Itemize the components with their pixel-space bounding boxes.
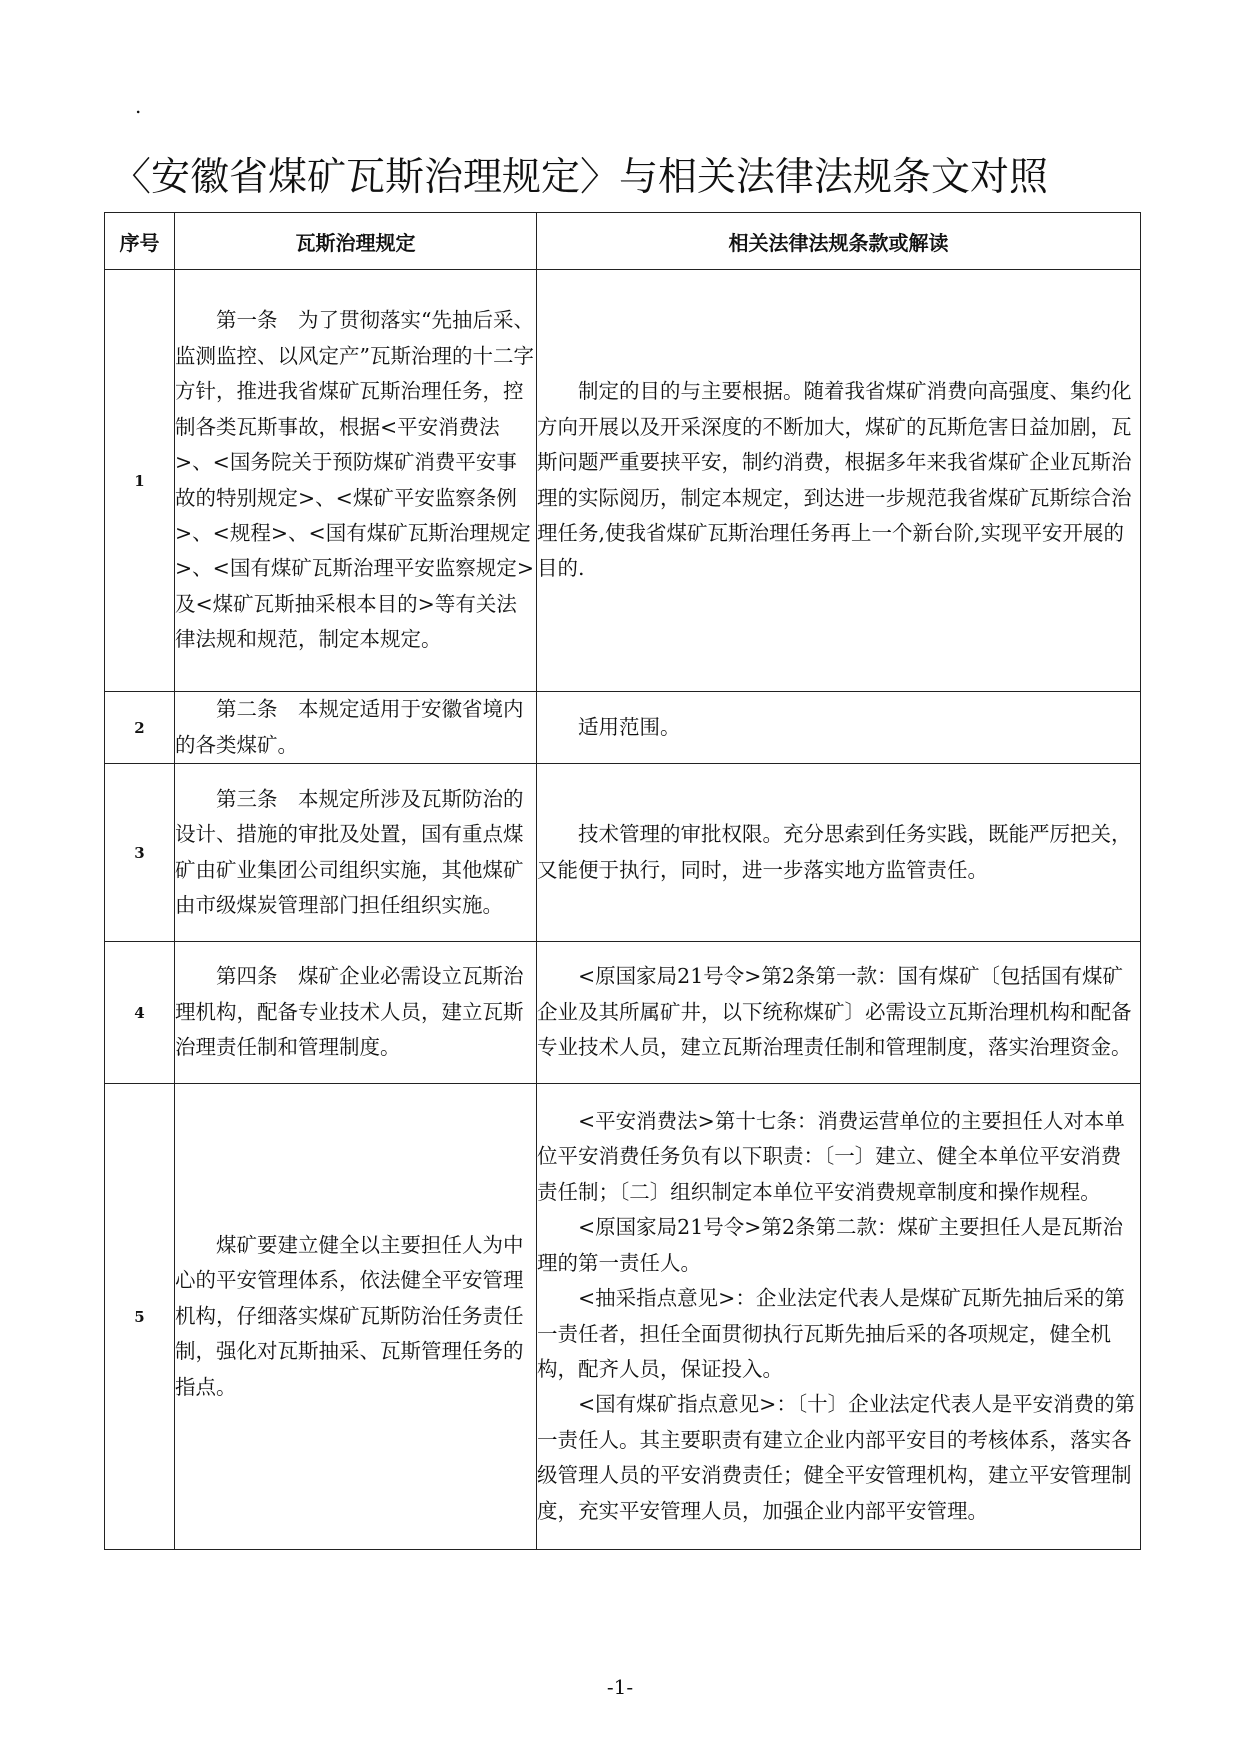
related-law-cell [537,1084,1141,1550]
header-related-law: 相关法律法规条款或解读 [537,213,1141,270]
related-law-cell [537,942,1141,1084]
document-title: 〈安徽省煤矿瓦斯治理规定〉与相关法律法规条文对照 [111,155,1048,200]
table-row [105,1084,1141,1550]
law-paragraph: <平安消费法>第十七条：消费运营单位的主要担任人对本单位平安消费任务负有以下职责：〔一〕建立、健全本单位平安消费责任制；〔二〕组织制定本单位平安消费规章制度和操作规程。 [537,1109,1125,1204]
related-law-cell [537,270,1141,692]
law-paragraph: 技术管理的审批权限。充分思索到任务实践，既能严厉把关，又能便于执行，同时，进一步落实地方监管责任。 [537,822,1132,882]
row-number: 1 [105,270,175,692]
law-paragraph: 适用范围。 [578,714,681,739]
regulation-text: 第二条 本规定适用于安徽省境内的各类煤矿。 [175,697,524,757]
regulation-text: 第三条 本规定所涉及瓦斯防治的设计、措施的审批及处置，国有重点煤矿由矿业集团公司组织实施，其他煤矿由市级煤炭管理部门担任组织实施。 [175,786,524,917]
related-law-cell [537,692,1141,764]
page-number: -1- [606,1675,634,1699]
regulation-text: 第一条 为了贯彻落实“先抽后采、监测监控、以风定产”瓦斯治理的十二字方针，推进我省煤矿瓦斯治理任务，控制各类瓦斯事故，根据<平安消费法>、<国务院关于预防煤矿消费平安事故的特别规定>、<煤矿平安监察条例>、<规程>、<国有煤矿瓦斯治理规定>、<国有煤矿瓦斯治理平安监察规定>及<煤矿瓦斯抽采根本目的>等有关法律法规和规范，制定本规定。 [175,308,535,652]
regulation-cell [175,692,537,764]
law-paragraph: 制定的目的与主要根据。随着我省煤矿消费向高强度、集约化方向开展以及开采深度的不断加大，煤矿的瓦斯危害日益加剧，瓦斯问题严重要挟平安，制约消费，根据多年来我省煤矿企业瓦斯治理的实际阅历，制定本规定，到达进一步规范我省煤矿瓦斯综合治理任务,使我省煤矿瓦斯治理任务再上一个新台阶,实现平安开展的目的. [537,379,1132,581]
row-number: 5 [105,1084,175,1550]
table-header-row [105,213,1141,270]
table-row [105,942,1141,1084]
law-paragraph: <原国家局21号令>第2条第一款：国有煤矿〔包括国有煤矿企业及其所属矿井，以下统称煤矿〕必需设立瓦斯治理机构和配备专业技术人员，建立瓦斯治理责任制和管理制度，落实治理资金。 [537,964,1132,1060]
row-number: 3 [105,764,175,942]
stray-dot-mark: . [135,94,142,118]
regulation-cell [175,1084,537,1550]
regulation-cell [175,270,537,692]
table-row [105,270,1141,692]
law-paragraph: <原国家局21号令>第2条第二款：煤矿主要担任人是瓦斯治理的第一责任人。 [537,1215,1123,1275]
row-number: 4 [105,942,175,1084]
table-row [105,692,1141,764]
regulation-cell [175,942,537,1084]
law-paragraph: <国有煤矿指点意见>：〔十〕企业法定代表人是平安消费的第一责任人。其主要职责有建立企业内部平安目的考核体系，落实各级管理人员的平安消费责任；健全平安管理机构，建立平安管理制度，充实平安管理人员，加强企业内部平安管理。 [537,1392,1136,1523]
comparison-table [104,212,1141,1550]
regulation-cell [175,764,537,942]
header-number: 序号 [105,213,175,270]
regulation-text: 第四条 煤矿企业必需设立瓦斯治理机构，配备专业技术人员，建立瓦斯治理责任制和管理制度。 [175,964,524,1060]
header-regulation: 瓦斯治理规定 [175,213,537,270]
law-paragraph: <抽采指点意见>：企业法定代表人是煤矿瓦斯先抽后采的第一责任者，担任全面贯彻执行瓦斯先抽后采的各项规定，健全机构，配齐人员，保证投入。 [537,1286,1125,1381]
table-row [105,764,1141,942]
related-law-cell [537,764,1141,942]
regulation-text: 煤矿要建立健全以主要担任人为中心的平安管理体系，依法健全平安管理机构，仔细落实煤矿瓦斯防治任务责任制，强化对瓦斯抽采、瓦斯管理任务的指点。 [175,1232,524,1399]
row-number: 2 [105,692,175,764]
